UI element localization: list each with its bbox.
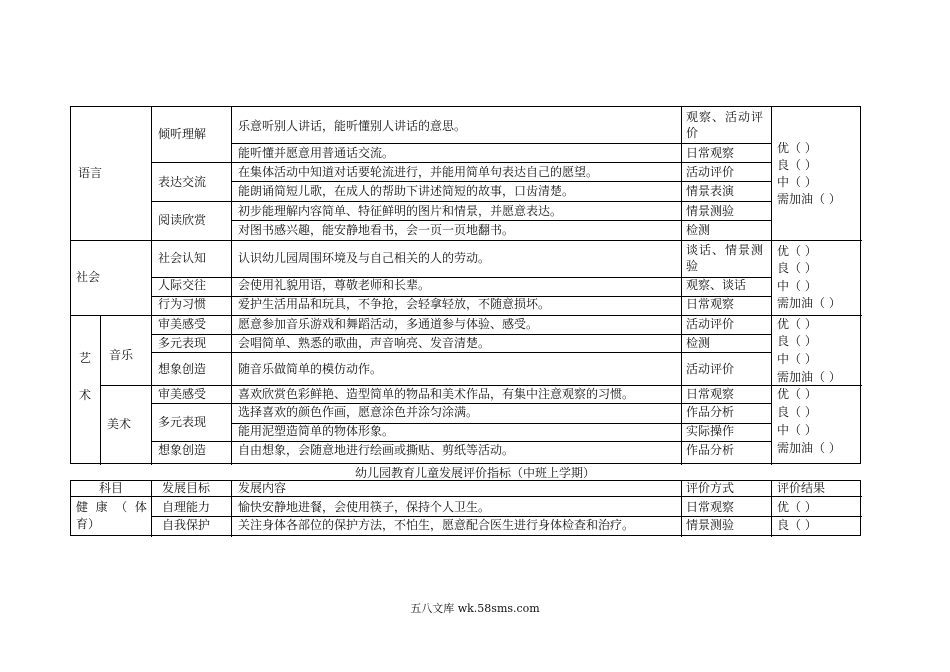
content-cell: 乐意听别人讲话，能听懂别人讲话的意思。 bbox=[238, 119, 467, 133]
goal-aesthetic: 审美感受 bbox=[158, 387, 207, 401]
method-cell: 活动评价 bbox=[686, 362, 735, 376]
subject-health: 育） bbox=[76, 517, 101, 531]
content-cell: 能听懂并愿意用普通话交流。 bbox=[238, 146, 395, 160]
column-header-result: 评价结果 bbox=[777, 481, 826, 495]
goal-expression: 表达交流 bbox=[158, 175, 207, 189]
content-cell: 在集体活动中知道对话要轮流进行，并能用简单句表达自己的愿望。 bbox=[238, 165, 599, 179]
content-cell: 愉快安静地进餐，会使用筷子，保持个人卫生。 bbox=[238, 500, 491, 514]
result-option: 优（ ） bbox=[777, 387, 817, 401]
goal-imagination: 想象创造 bbox=[158, 443, 207, 457]
method-cell: 情景测验 bbox=[686, 518, 735, 532]
footer-watermark: 五八文库 wk.58sms.com bbox=[410, 602, 540, 615]
method-cell: 日常观察 bbox=[686, 146, 735, 160]
result-option: 优（ ） bbox=[777, 317, 817, 331]
result-option: 中（ ） bbox=[777, 279, 817, 293]
column-header-method: 评价方式 bbox=[686, 481, 735, 495]
method-cell: 作品分析 bbox=[686, 443, 735, 457]
method-cell: 验 bbox=[686, 259, 699, 273]
result-option: 需加油（ ） bbox=[777, 296, 841, 310]
goal-self-care: 自理能力 bbox=[162, 500, 211, 514]
content-cell: 选择喜欢的颜色作画，愿意涂色并涂匀涂满。 bbox=[238, 405, 479, 419]
method-cell: 日常观察 bbox=[686, 297, 735, 311]
method-cell: 活动评价 bbox=[686, 317, 735, 331]
subject-social: 社会 bbox=[76, 270, 101, 284]
method-cell: 活动评价 bbox=[686, 165, 735, 179]
content-cell: 会使用礼貌用语，尊敬老师和长辈。 bbox=[238, 278, 431, 292]
subject-health: 健 康 （ 体 bbox=[76, 500, 147, 514]
result-option: 良（ ） bbox=[777, 405, 817, 419]
result-option: 良（ ） bbox=[777, 158, 817, 172]
result-option: 中（ ） bbox=[777, 352, 817, 366]
subject-arts-char1: 艺 bbox=[79, 351, 92, 365]
column-header-content: 发展内容 bbox=[238, 481, 287, 495]
goal-expression-multi: 多元表现 bbox=[158, 336, 207, 350]
result-option: 良（ ） bbox=[777, 261, 817, 275]
content-cell: 自由想象，会随意地进行绘画或撕贴、剪纸等活动。 bbox=[238, 443, 515, 457]
method-cell: 观察、谈话 bbox=[686, 278, 747, 292]
category-art: 美术 bbox=[107, 417, 132, 431]
content-cell: 关注身体各部位的保护方法，不怕生，愿意配合医生进行身体检查和治疗。 bbox=[238, 518, 635, 532]
content-cell: 对图书感兴趣，能安静地看书，会一页一页地翻书。 bbox=[238, 223, 515, 237]
result-option: 中（ ） bbox=[777, 423, 817, 437]
result-option: 需加油（ ） bbox=[777, 441, 841, 455]
table-title: 幼儿园教育儿童发展评价指标（中班上学期） bbox=[354, 466, 595, 480]
method-cell: 检测 bbox=[686, 223, 711, 237]
result-option: 中（ ） bbox=[777, 175, 817, 189]
result-option: 优（ ） bbox=[777, 244, 817, 258]
goal-social-cognition: 社会认知 bbox=[158, 251, 207, 265]
goal-interpersonal: 人际交往 bbox=[158, 278, 207, 292]
method-cell: 情景测验 bbox=[686, 204, 735, 218]
content-cell: 爱护生活用品和玩具，不争抢，会轻拿轻放，不随意损坏。 bbox=[238, 297, 551, 311]
method-cell: 作品分析 bbox=[686, 405, 735, 419]
column-header-goal: 发展目标 bbox=[162, 481, 211, 495]
goal-listening: 倾听理解 bbox=[158, 127, 207, 141]
category-music: 音乐 bbox=[109, 348, 134, 362]
result-option: 优（ ） bbox=[777, 500, 817, 514]
content-cell: 能朗诵简短儿歌，在成人的帮助下讲述简短的故事，口齿清楚。 bbox=[238, 184, 575, 198]
goal-reading: 阅读欣赏 bbox=[158, 213, 207, 227]
method-cell: 实际操作 bbox=[686, 424, 735, 438]
content-cell: 随音乐做简单的模仿动作。 bbox=[238, 362, 383, 376]
method-cell: 检测 bbox=[686, 336, 711, 350]
goal-behavior: 行为习惯 bbox=[158, 297, 207, 311]
content-cell: 愿意参加音乐游戏和舞蹈活动，多通道参与体验、感受。 bbox=[238, 317, 539, 331]
subject-arts-char2: 术 bbox=[79, 388, 92, 402]
goal-expression-multi: 多元表现 bbox=[158, 415, 207, 429]
result-option: 良（ ） bbox=[777, 518, 817, 532]
method-cell: 情景表演 bbox=[686, 184, 735, 198]
subject-language: 语言 bbox=[78, 166, 103, 180]
content-cell: 能用泥塑造简单的物体形象。 bbox=[238, 424, 395, 438]
result-option: 需加油（ ） bbox=[777, 192, 841, 206]
content-cell: 喜欢欣赏色彩鲜艳、造型简单的物品和美术作品，有集中注意观察的习惯。 bbox=[238, 387, 635, 401]
goal-imagination: 想象创造 bbox=[158, 362, 207, 376]
content-cell: 会唱简单、熟悉的歌曲，声音响亮、发音清楚。 bbox=[238, 336, 491, 350]
method-cell: 观察、活动评 bbox=[686, 110, 765, 124]
content-cell: 初步能理解内容简单、特征鲜明的图片和情景，并愿意表达。 bbox=[238, 204, 563, 218]
method-cell: 价 bbox=[686, 126, 699, 140]
method-cell: 日常观察 bbox=[686, 387, 735, 401]
result-option: 需加油（ ） bbox=[777, 370, 841, 384]
method-cell: 日常观察 bbox=[686, 500, 735, 514]
column-header-subject: 科目 bbox=[99, 481, 124, 495]
goal-self-protection: 自我保护 bbox=[162, 518, 211, 532]
content-cell: 认识幼儿园周围环境及与自己相关的人的劳动。 bbox=[238, 251, 491, 265]
method-cell: 谈话、情景测 bbox=[686, 243, 765, 257]
goal-aesthetic: 审美感受 bbox=[158, 317, 207, 331]
result-option: 优（ ） bbox=[777, 141, 817, 155]
result-option: 良（ ） bbox=[777, 334, 817, 348]
